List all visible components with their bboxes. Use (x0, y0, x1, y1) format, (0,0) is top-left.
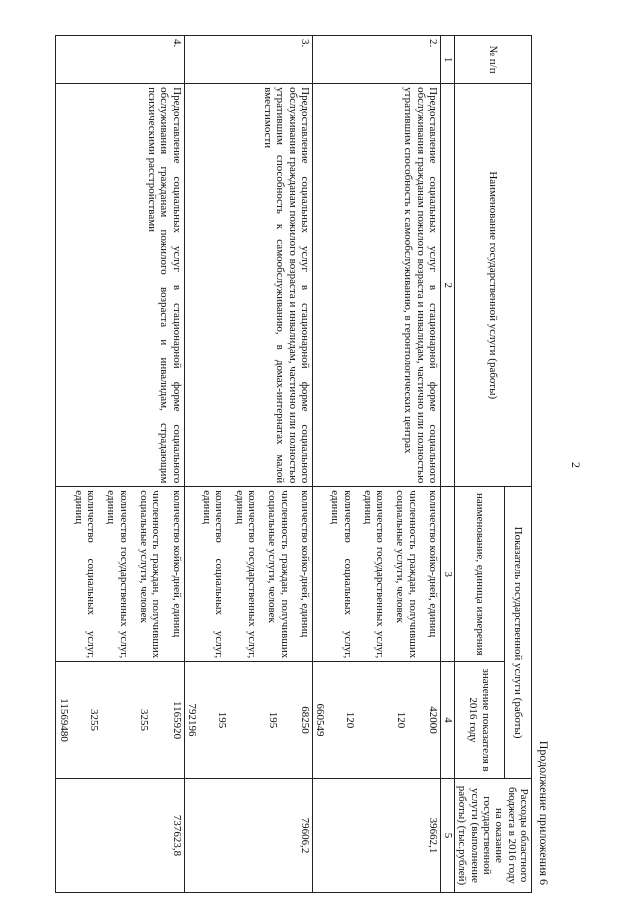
header-indicator-name: наименование, единица измерения (455, 487, 504, 662)
indicator-name: количество государственных услуг, единиц (233, 490, 258, 659)
indicator-name: количество койко-дней, единиц (170, 490, 183, 638)
service-name: Предоставление социальных услуг в стационарной форме социального обслуживания гражданам пожилого возраста и инвалидам, страдающим психическими расстройствами (56, 84, 184, 487)
indicator-name: численность граждан, получивших социальные услуги, человек (138, 490, 163, 659)
indicator-value: 195 (216, 711, 229, 729)
column-number: 4 (441, 662, 455, 779)
column-number: 2 (441, 84, 455, 487)
indicator-name: численность граждан, получивших социальные услуги, человек (394, 490, 419, 659)
header-num: № п/п (455, 36, 532, 84)
service-name: Предоставление социальных услуг в стационарной форме социального обслуживания гражданам пожилого возраста и инвалидам, частично или полностью утратившим способность к самообслуживанию, в домах-интернатах малой вместимости (184, 84, 312, 487)
header-indicator-value: значение показателя в 2016 году (455, 662, 504, 779)
indicator-name: количество государственных услуг, единиц (105, 490, 130, 659)
indicator-name: количество социальных услуг, единиц (329, 490, 354, 659)
appendix-continuation: Продолжение приложения 6 (537, 740, 551, 885)
indicator-names (184, 487, 312, 662)
indicator-values (184, 662, 312, 779)
header-service: Наименование государственной услуги (работы) (455, 84, 532, 487)
indicator-value: 660549 (314, 703, 327, 737)
expense-value: 737623,8 (56, 778, 184, 892)
column-numbers-row (441, 36, 455, 893)
rotated-page (20, 35, 590, 895)
expense-value: 39662,1 (312, 778, 440, 892)
indicator-value: 120 (394, 711, 407, 729)
indicator-value: 195 (266, 711, 279, 729)
indicator-value: 68250 (298, 706, 311, 734)
table-row (56, 36, 184, 893)
indicator-names (312, 487, 440, 662)
indicator-name: количество социальных услуг, единиц (201, 490, 226, 659)
indicator-values (312, 662, 440, 779)
column-number: 5 (441, 778, 455, 892)
header-expense: Расходы областного бюджета в 2016 году на оказание государственной услуги (выполнение работы) (тыс.рублей) (455, 778, 532, 892)
indicator-name: количество социальных услуг, единиц (72, 490, 98, 659)
indicator-name: количество койко-дней, единиц (298, 490, 311, 638)
indicator-values (56, 662, 184, 779)
expense-value: 79606,2 (184, 778, 312, 892)
header-indicator: Показатель государственной услуги (работы) (504, 487, 531, 779)
indicator-value: 3255 (88, 709, 100, 732)
table-row (312, 36, 440, 893)
services-table (55, 35, 532, 893)
row-number: 3. (184, 36, 312, 84)
indicator-value: 1165920 (170, 701, 183, 740)
indicator-value: 3255 (138, 709, 151, 732)
column-number: 3 (441, 487, 455, 662)
table-row (184, 36, 312, 893)
page-number: 2 (569, 462, 583, 468)
service-name: Предоставление социальных услуг в стационарной форме социального обслуживания гражданам пожилого возраста и инвалидам, частично или полностью утратившим способность к самообслуживанию, в геронтологических центрах (312, 84, 440, 487)
indicator-value: 42000 (427, 706, 440, 734)
row-number: 4. (56, 36, 184, 84)
header-row (504, 36, 531, 893)
indicator-value: 792196 (185, 703, 198, 737)
indicator-name: количество государственных услуг, единиц (361, 490, 387, 659)
row-number: 2. (312, 36, 440, 84)
indicator-name: численность граждан, получивших социальные услуги, человек (266, 490, 291, 659)
indicator-name: количество койко-дней, единиц (427, 490, 440, 638)
indicator-names (56, 487, 184, 662)
column-number: 1 (441, 36, 455, 84)
indicator-value: 120 (344, 711, 357, 729)
indicator-value: 11569480 (57, 698, 70, 742)
